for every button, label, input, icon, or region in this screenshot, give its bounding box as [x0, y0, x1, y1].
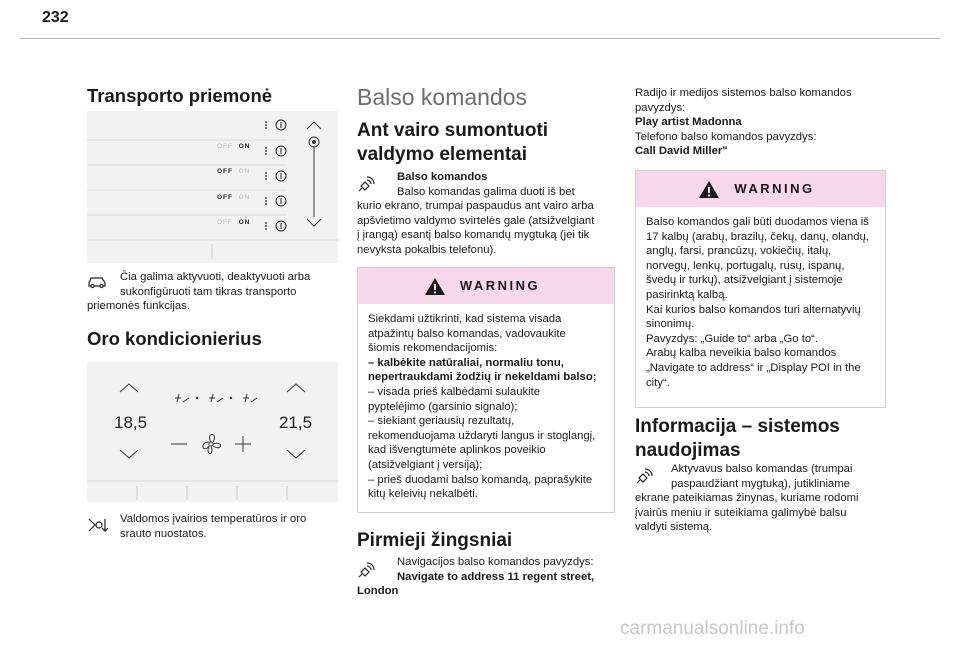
text-line: Kai kurios balso komandos turi alternatyvių: [646, 303, 861, 316]
text-line: norvegų, lenkų, portugalų, rusų, ispanų,: [646, 259, 845, 272]
text-line: Siekdami užtikrinti, kad sistema visada: [368, 313, 562, 325]
info-text: [635, 462, 905, 535]
text-line: ekrane pateikiamas žinynas, kuriame rodomi: [635, 492, 859, 505]
text-line: kad išvengtumėte aplinkos poveikio: [368, 444, 546, 457]
voice-label: Balso komandos: [397, 171, 488, 183]
text-line: sinonimų.: [646, 318, 695, 331]
title-line: valdymo elementai: [357, 144, 528, 165]
toggle-on-label: ON: [238, 219, 251, 226]
voice-commands-text: [357, 170, 619, 258]
warning-body: [358, 304, 614, 510]
text-line: – kalbėkite natūraliai, normaliu tonu,: [368, 356, 564, 369]
ac-title: Oro kondicionierius: [87, 328, 262, 349]
toggle-row-4[interactable]: [217, 219, 250, 226]
text-line: city“.: [646, 376, 670, 389]
text-line: Balso komandas galima duoti iš bet: [397, 185, 575, 198]
phone-command: Call David Miller": [635, 145, 728, 158]
text-line: Valdomos įvairios temperatūros ir oro: [120, 513, 307, 525]
text-line: – siekiant geriausių rezultatų,: [368, 415, 515, 428]
nav-example-label: Navigacijos balso komandos pavyzdys:: [397, 556, 594, 568]
voice-commands-title: Balso komandos: [357, 84, 528, 110]
warning-box-1: [357, 267, 615, 513]
nav-command: Navigate to address 11 regent street,: [397, 570, 595, 583]
ac-description: [120, 512, 340, 541]
text-line: (atsižvelgiant į versiją);: [368, 458, 483, 471]
text-line: nevyksta pokalbis telefonu).: [357, 243, 497, 256]
warning-header: [358, 268, 614, 304]
steering-controls-title: [357, 119, 617, 167]
vehicle-settings-screen: [87, 111, 338, 263]
text-line: pavyzdys:: [635, 101, 686, 114]
text-line: Aktyvavus balso komandas (trumpai: [671, 463, 853, 475]
text-line: Radijo ir medijos sistemos balso komandos: [635, 87, 852, 99]
text-line: Čia galima aktyvuoti, deaktyvuoti arba: [120, 271, 311, 283]
text-line: – visada prieš kalbėdami sulaukite: [368, 385, 541, 398]
title-line: Ant vairo sumontuoti: [357, 120, 549, 141]
text-line: – prieš duodami balso komandą, paprašykite: [368, 473, 593, 486]
info-title: [635, 415, 905, 463]
toggle-off-label: OFF: [217, 219, 233, 226]
toggle-on-label: ON: [238, 168, 251, 175]
vehicle-settings-illustration: [87, 111, 338, 263]
text-line: Pavyzdys: „Guide to“ arba „Go to“.: [646, 332, 819, 345]
page-number: 232: [42, 9, 69, 26]
text-line: atpažintų balso komandas, vadovaukite: [368, 327, 566, 340]
watermark: carmanualsonline.info: [620, 618, 805, 639]
text-line: Arabų kalba neveikia balso komandos: [646, 347, 837, 360]
text-line: į įrangą) esantį balso komandų mygtuką (jei tik: [357, 229, 590, 242]
radio-command: Play artist Madonna: [635, 116, 742, 129]
toggle-on-label: ON: [238, 194, 251, 201]
text-line: pyptelėjimo (garsinio signalo);: [368, 400, 518, 413]
temperature-left: 18,5: [114, 413, 148, 432]
transport-title: Transporto priemonė: [87, 85, 273, 106]
text-line: pasirinktą kalbą.: [646, 288, 728, 301]
text-line: „Navigate to address“ ir „Display POI in the: [646, 361, 861, 374]
toggle-off-label: OFF: [217, 143, 233, 150]
warning-header: [636, 171, 885, 207]
text-line: valdyti sistemą.: [635, 521, 713, 534]
toggle-off-label: OFF: [217, 168, 233, 175]
warning-label: WARNING: [459, 278, 541, 293]
text-line: sukonfigūruoti tam tikras transporto: [120, 285, 297, 298]
ac-control-icon: [87, 516, 111, 534]
warning-body: [636, 207, 885, 398]
toggle-off-label: OFF: [217, 194, 233, 201]
ac-screen: [87, 362, 338, 502]
toggle-row-1[interactable]: [217, 143, 250, 150]
toggle-row-2[interactable]: [217, 168, 250, 175]
title-line: naudojimas: [635, 440, 741, 461]
toggle-on-label: ON: [238, 143, 251, 150]
text-line: anglų, farsi, prancūzų, vokiečių, italų,: [646, 245, 832, 258]
text-line: rekomenduojama uždaryti langus ir stoglangį,: [368, 429, 596, 442]
text-line: šiomis rekomendacijomis:: [368, 342, 498, 355]
phone-example-label: Telefono balso komandos pavyzdys:: [635, 130, 817, 143]
text-line: priemonės funkcijas.: [87, 300, 190, 313]
header-rule: [20, 38, 940, 39]
text-line: įvairūs meniu ir suteikiama galimybė balsu: [635, 506, 847, 519]
title-line: Informacija – sistemos: [635, 416, 840, 437]
text-line: srauto nuostatos.: [120, 527, 207, 540]
text-line: nepertraukdami žodžių ir nekeldami balso;: [368, 371, 597, 384]
text-line: 17 kalbų (arabų, brazilų, čekų, danų, olandų,: [646, 230, 869, 243]
nav-example: [357, 555, 619, 599]
text-line: Balso komandos gali būti duodamos viena iš: [646, 216, 869, 228]
first-steps-title: Pirmieji žingsniai: [357, 530, 513, 551]
text-line: kurio ekrano, trumpai paspaudus ant vairo arba: [357, 200, 594, 213]
transport-description: [87, 270, 337, 314]
warning-label: WARNING: [734, 181, 815, 196]
examples-text: [635, 86, 905, 159]
temperature-right: 21,5: [279, 413, 313, 432]
text-line: paspaudžiant mygtuką), jutikliniame: [671, 477, 850, 490]
text-line: apšvietimo valdymo svirtelės gale (atsižvelgiant: [357, 214, 595, 227]
warning-box-2: [635, 170, 886, 408]
nav-command: London: [357, 585, 399, 598]
text-line: kitų keleivių nekalbėti.: [368, 488, 478, 501]
text-line: švedų ir turkų), atsižvelgiant į sistemoje: [646, 274, 843, 287]
toggle-row-3[interactable]: [217, 194, 250, 201]
